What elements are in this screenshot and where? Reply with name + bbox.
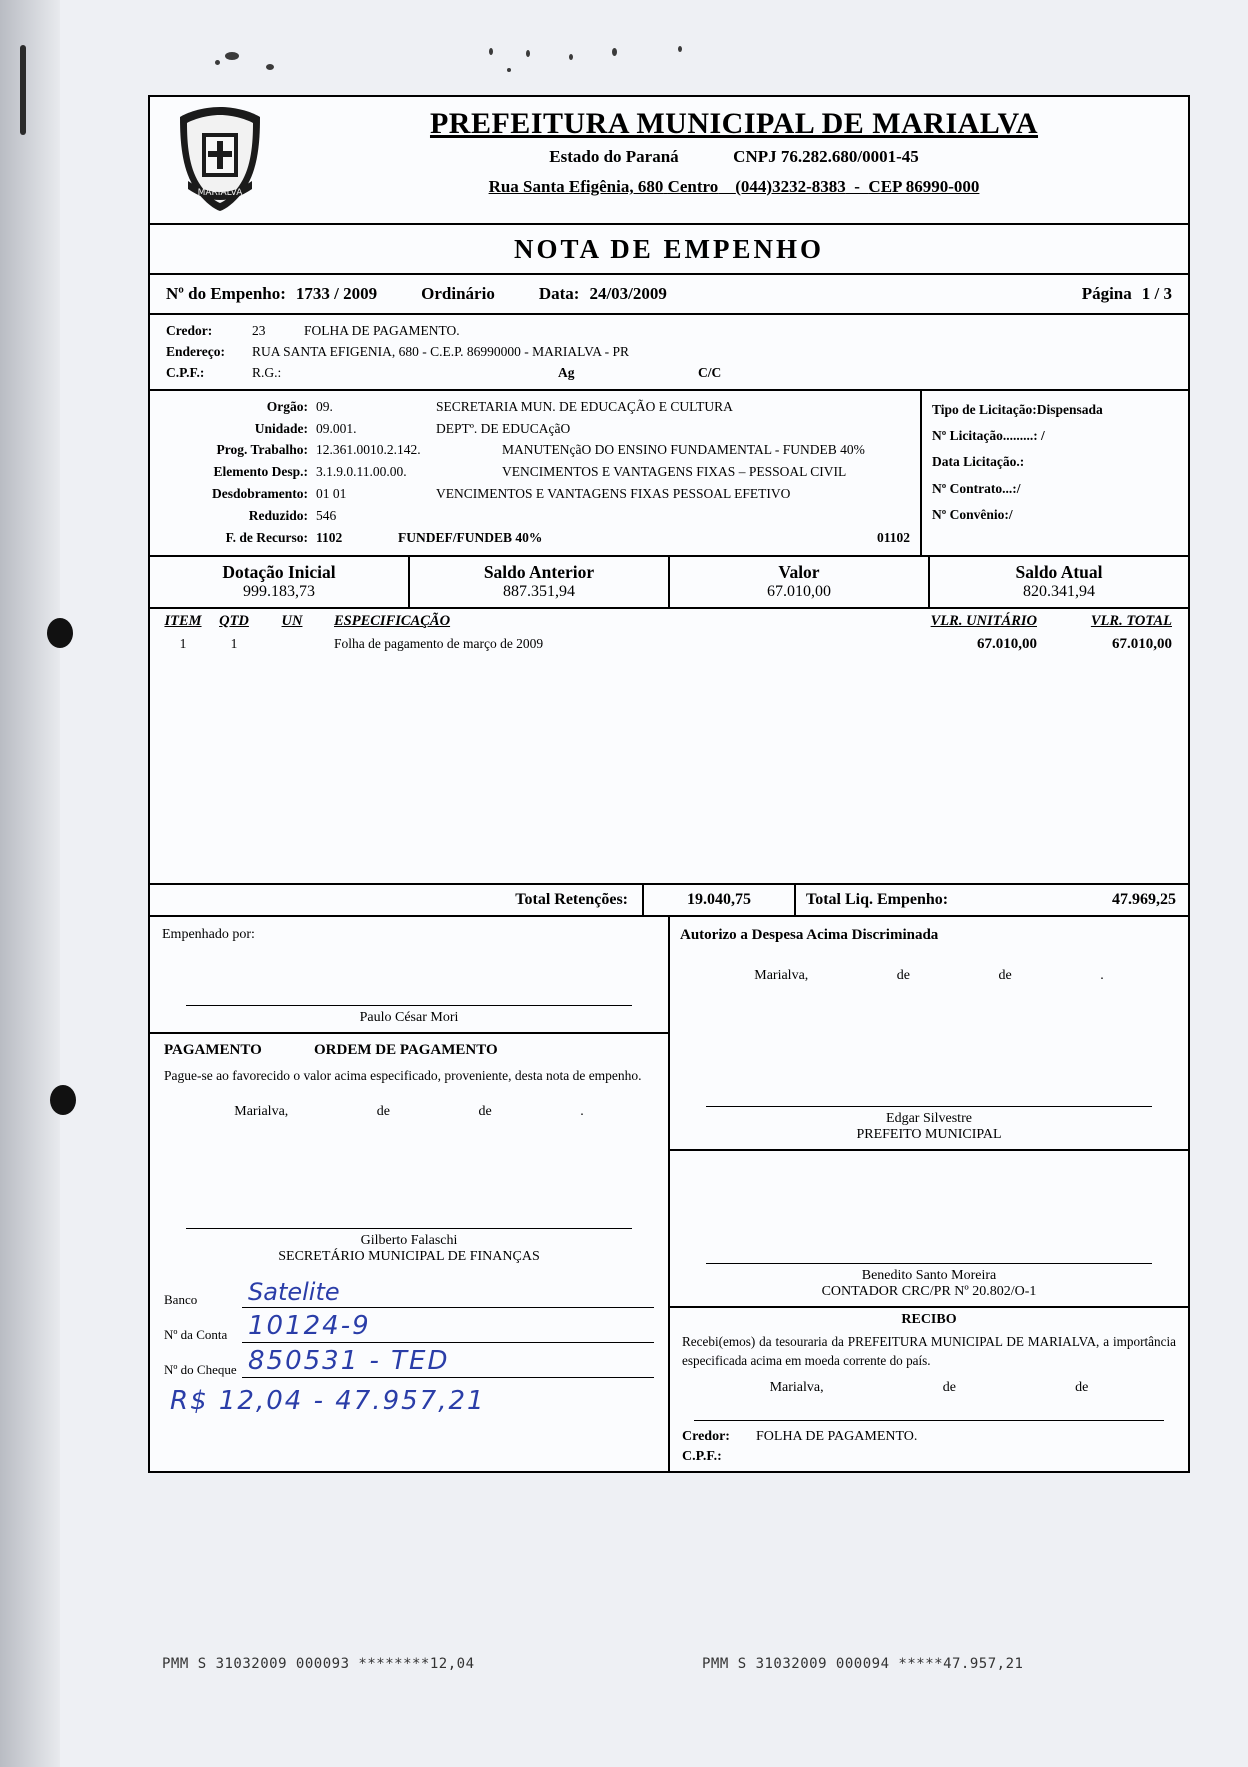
data-licitacao: Data Licitação.:: [932, 454, 1025, 470]
bank-details-block: [150, 1271, 668, 1420]
desdobramento-description: VENCIMENTOS E VANTAGENS FIXAS PESSOAL EFETIVO: [436, 486, 791, 502]
orgao-code: 09.: [316, 398, 333, 414]
unidade-code: 09.001.: [316, 420, 357, 436]
creditor-label: Credor:: [166, 323, 213, 338]
payment-city: Marialva,: [234, 1103, 289, 1119]
unidade-description: DEPTº. DE EDUCAçãO: [436, 420, 571, 436]
scan-speck: [507, 68, 511, 72]
secretario-cargo: SECRETÁRIO MUNICIPAL DE FINANÇAS: [278, 1248, 540, 1264]
agency-label: Ag: [558, 364, 575, 380]
check-number-handwriting: 850531 - TED: [248, 1345, 450, 1376]
street-address: Rua Santa Efigênia, 680: [488, 177, 664, 196]
unidade-label: Unidade:: [254, 420, 308, 436]
total-retencoes-value: 19.040,75: [642, 885, 796, 915]
desdobramento-label: Desdobramento:: [212, 486, 308, 502]
balance-cell-dotacao-inicial: [150, 557, 410, 607]
state-and-cnpj: [290, 147, 1178, 167]
ids-row: [166, 363, 1172, 384]
cell-valor-total: 67.010,00: [1112, 635, 1172, 652]
authorization-dateline: [670, 944, 1188, 994]
payment-de-2: de: [478, 1103, 492, 1119]
address-line: Rua Santa Efigênia, 680 Centro (044)3232-8383 - CEP 86990-000: [488, 177, 980, 196]
balance-value: 887.351,94: [503, 582, 575, 600]
authorization-de-1: de: [896, 967, 910, 983]
items-table-header: [150, 609, 1188, 633]
scan-edge-shadow: [0, 0, 60, 1767]
pague-se-texto: Pague-se ao favorecido o valor acima especificado, proveniente, desta nota de empenho.: [164, 1067, 642, 1083]
balance-value: 67.010,00: [767, 582, 831, 600]
right-signature-column: [670, 917, 1188, 1471]
classification-left: [150, 391, 922, 555]
column-header-especificacao: ESPECIFICAÇÃO: [334, 612, 451, 629]
account-number-field[interactable]: [242, 1310, 654, 1343]
empenho-type: Ordinário: [421, 284, 495, 303]
authorization-period: .: [1100, 967, 1104, 983]
total-retencoes-label: Total Retenções:: [515, 890, 628, 908]
punch-hole: [47, 618, 73, 648]
bank-name-field[interactable]: [242, 1277, 654, 1308]
licitacao-panel: [922, 391, 1188, 555]
reduzido-row: [160, 505, 910, 527]
payment-period: .: [580, 1103, 584, 1119]
items-table-body: [150, 633, 1188, 883]
balance-cell-saldo-anterior: [410, 557, 670, 607]
recibo-cpf-label: C.P.F.:: [682, 1449, 722, 1465]
contador-cargo: CONTADOR CRC/PR Nº 20.802/O-1: [821, 1283, 1037, 1299]
balance-cell-saldo-atual: [930, 557, 1188, 607]
page-label: Página: [1081, 284, 1132, 303]
balances-row: [150, 557, 1188, 609]
recibo-credor-nome: FOLHA DE PAGAMENTO.: [756, 1429, 918, 1445]
scan-speck: [569, 54, 573, 60]
address-line-row: [166, 342, 1172, 363]
numero-convenio: Nº Convênio:/: [932, 507, 1013, 523]
autorizo-label: Autorizo a Despesa Acima Discriminada: [680, 926, 939, 943]
desdobramento-code: 01 01: [316, 486, 347, 502]
state-label: Estado do Paraná: [549, 147, 679, 166]
signatures-area: [150, 917, 1188, 1471]
address-value: RUA SANTA EFIGENIA, 680 - C.E.P. 86990000 - MARIALVA - PR: [252, 343, 629, 359]
contador-nome: Benedito Santo Moreira: [861, 1267, 997, 1283]
check-number-field[interactable]: [242, 1345, 654, 1378]
check-number-row[interactable]: [164, 1345, 654, 1378]
empenho-number-value: 1733 / 2009: [295, 284, 378, 303]
column-header-un: UN: [281, 612, 303, 629]
recibo-texto: Recebi(emos) da tesouraria da PREFEITURA MUNICIPAL DE MARIALVA, a importância especificada acima em moeda corrente do país.: [682, 1333, 1176, 1368]
balance-label: Valor: [778, 561, 820, 582]
empenhado-por-nome: Paulo César Mori: [359, 1009, 459, 1025]
left-signature-column: [150, 917, 670, 1471]
balance-value: 820.341,94: [1023, 582, 1095, 600]
cell-especificacao: Folha de pagamento de março de 2009: [334, 635, 544, 651]
unidade-row: [160, 418, 910, 440]
empenho-summary-row: [150, 275, 1188, 315]
secretario-nome: Gilberto Falaschi: [360, 1232, 458, 1248]
footer-right-print: PMM S 31032009 000094 *****47.957,21: [702, 1656, 1024, 1672]
cell-valor-unitario: 67.010,00: [977, 635, 1037, 652]
creditor-block: [150, 315, 1188, 391]
address-label: Endereço:: [166, 343, 225, 359]
recurso-code: 1102: [316, 529, 343, 545]
elemento-row: [160, 461, 910, 483]
table-row: [150, 633, 1188, 653]
column-header-valor-total: VLR. TOTAL: [1090, 612, 1172, 629]
creditor-code: 23: [252, 323, 266, 338]
column-header-qtd: QTD: [219, 612, 249, 629]
scan-speck: [612, 48, 617, 56]
column-header-item: ITEM: [164, 612, 202, 629]
cpf-label: C.P.F.:: [166, 364, 205, 380]
ordem-pagamento-label: ORDEM DE PAGAMENTO: [314, 1041, 498, 1058]
authorization-de-2: de: [998, 967, 1012, 983]
punch-hole: [50, 1085, 76, 1115]
recurso-description: FUNDEF/FUNDEB 40%: [398, 529, 543, 545]
check-label: Nº do Cheque: [164, 1361, 237, 1377]
recibo-title: RECIBO: [901, 1311, 957, 1327]
balance-value: 999.183,73: [243, 582, 315, 600]
blank-signature-space: [670, 1151, 1188, 1263]
machine-print-footer: [152, 1652, 1192, 1676]
scan-speck: [225, 52, 239, 60]
balance-label: Saldo Atual: [1015, 561, 1103, 582]
header-text-block: [290, 97, 1188, 223]
orgao-row: [160, 396, 910, 418]
recurso-label: F. de Recurso:: [225, 529, 308, 545]
elemento-label: Elemento Desp.:: [213, 464, 308, 480]
svg-text:MARIALVA: MARIALVA: [197, 188, 243, 198]
cell-un: [264, 636, 320, 653]
authorization-city: Marialva,: [754, 967, 809, 983]
creditor-name: FOLHA DE PAGAMENTO.: [304, 323, 460, 338]
scan-speck: [489, 48, 493, 55]
recurso-row: [160, 527, 910, 549]
account-number-row[interactable]: [164, 1310, 654, 1343]
rg-label: R.G.:: [252, 364, 282, 380]
bank-name-handwriting: Satelite: [248, 1277, 340, 1306]
reduzido-value: 546: [316, 508, 337, 524]
scan-speck: [678, 46, 682, 52]
account-number-handwriting: 10124-9: [248, 1310, 371, 1341]
footer-left-print: PMM S 31032009 000093 ********12,04: [162, 1656, 475, 1672]
prog-trabalho-code: 12.361.0010.2.142.: [316, 442, 421, 458]
recibo-dateline: [670, 1370, 1188, 1408]
recurso-right-code: 01102: [876, 529, 910, 545]
empenho-number-label: Nº do Empenho:: [166, 284, 286, 303]
scan-speck: [526, 50, 530, 57]
recibo-city: Marialva,: [769, 1380, 824, 1396]
empenho-date-label: Data:: [538, 284, 580, 303]
prog-trabalho-description: MANUTENçãO DO ENSINO FUNDAMENTAL - FUNDEB 40%: [502, 442, 865, 458]
cell-item: 1: [179, 635, 187, 651]
coat-of-arms-icon: [150, 97, 290, 223]
prefeito-nome: Edgar Silvestre: [886, 1110, 972, 1126]
total-liquido-value: 47.969,25: [1112, 890, 1176, 908]
pagamento-label: PAGAMENTO: [164, 1041, 262, 1058]
empenho-date-value: 24/03/2009: [589, 284, 667, 303]
totals-row: [150, 883, 1188, 917]
creditor-line: [166, 321, 1172, 342]
budget-classification: [150, 391, 1188, 557]
cell-qtd: 1: [230, 635, 238, 651]
nota-de-empenho-document: [148, 95, 1190, 1473]
balance-label: Saldo Anterior: [483, 561, 595, 582]
tipo-licitacao: Tipo de Licitação:Dispensada: [932, 401, 1103, 417]
scan-artifact: [20, 45, 26, 135]
account-label: C/C: [698, 364, 722, 380]
elemento-description: VENCIMENTOS E VANTAGENS FIXAS – PESSOAL CIVIL: [502, 464, 847, 480]
page-value: 1 / 3: [1141, 284, 1172, 303]
bank-label: Banco: [164, 1291, 198, 1307]
orgao-description: SECRETARIA MUN. DE EDUCAÇÃO E CULTURA: [436, 398, 733, 414]
cnpj-value: CNPJ 76.282.680/0001-45: [733, 147, 919, 166]
desdobramento-row: [160, 483, 910, 505]
scan-speck: [215, 60, 220, 65]
payment-de-1: de: [376, 1103, 390, 1119]
column-header-valor-unitario: VLR. UNITÁRIO: [930, 612, 1037, 629]
empenhado-por-label: Empenhado por:: [162, 926, 255, 942]
recibo-de-2: de: [1075, 1380, 1089, 1396]
balance-label: Dotação Inicial: [222, 561, 336, 582]
cep-value: CEP 86990-000: [868, 177, 980, 196]
account-label: Nº da Conta: [164, 1326, 228, 1342]
elemento-code: 3.1.9.0.11.00.00.: [316, 464, 407, 480]
bank-name-row[interactable]: [164, 1277, 654, 1308]
handwritten-amount: R$ 12,04 - 47.957,21: [170, 1385, 486, 1416]
recibo-credor-label: Credor:: [682, 1429, 730, 1445]
recibo-credor-row: [670, 1421, 1188, 1447]
document-type-title: NOTA DE EMPENHO: [150, 225, 1188, 275]
scan-speck: [266, 64, 274, 70]
payment-dateline: [150, 1090, 668, 1130]
city-hall-title: PREFEITURA MUNICIPAL DE MARIALVA: [429, 107, 1039, 140]
total-liquido-label: Total Liq. Empenho:: [806, 890, 949, 908]
prog-trabalho-label: Prog. Trabalho:: [216, 442, 308, 458]
prefeito-cargo: PREFEITO MUNICIPAL: [856, 1126, 1002, 1142]
balance-cell-valor: [670, 557, 930, 607]
reduzido-label: Reduzido:: [248, 508, 308, 524]
recibo-de-1: de: [942, 1380, 956, 1396]
handwritten-amount-row: [164, 1386, 654, 1420]
prog-trabalho-row: [160, 439, 910, 461]
district-name: Centro: [667, 177, 719, 196]
numero-licitacao: Nº Licitação.........: /: [932, 428, 1045, 444]
numero-contrato: Nº Contrato...:/: [932, 480, 1021, 496]
phone-number: (044)3232-8383: [735, 177, 846, 196]
document-header: [150, 97, 1188, 225]
orgao-label: Orgão:: [266, 398, 308, 414]
